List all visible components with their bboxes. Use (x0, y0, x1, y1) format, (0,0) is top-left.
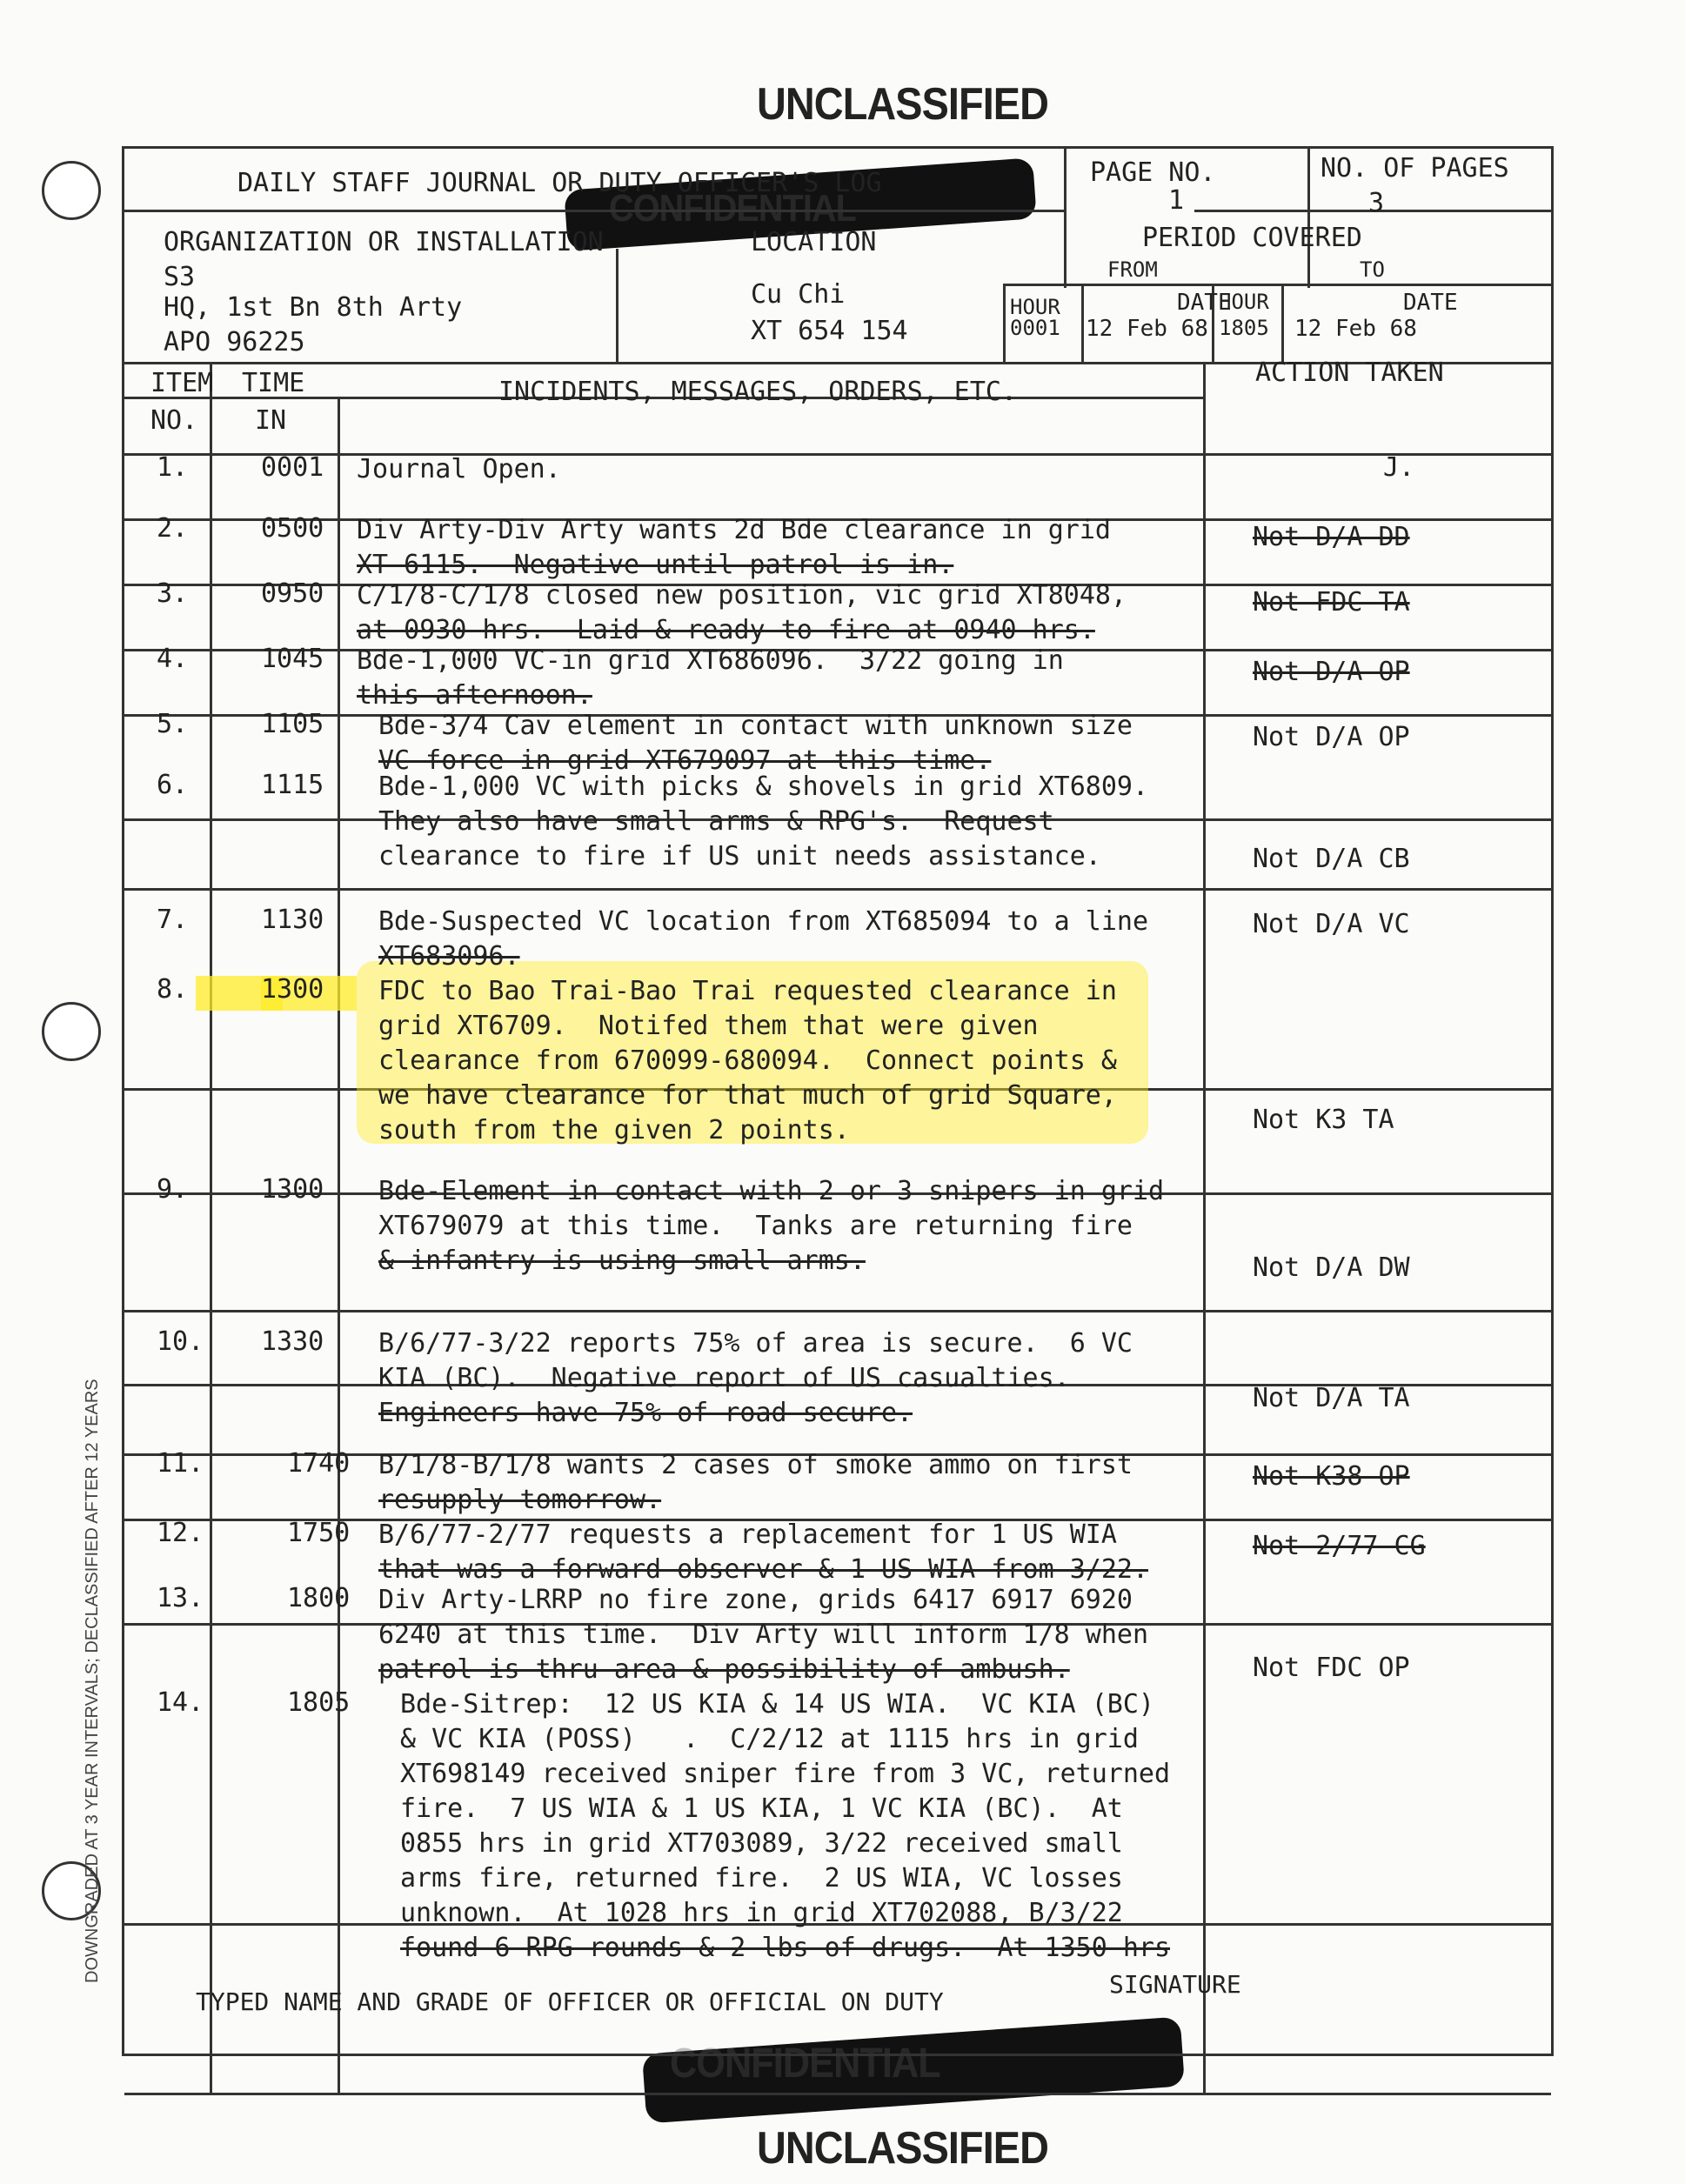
entry-number: 3. (157, 578, 189, 609)
entry-text-line: B/1/8-B/1/8 wants 2 cases of smoke ammo on first (378, 1450, 1133, 1480)
entry-number: 1. (157, 452, 189, 483)
entry-text-line: 0855 hrs in grid XT703089, 3/22 received small (400, 1828, 1123, 1859)
entry-number: 8. (157, 974, 189, 1005)
no-pages-value: 3 (1368, 188, 1385, 218)
entry-text-line: XT679079 at this time. Tanks are returning fire (378, 1211, 1133, 1241)
entry-text-line: Bde-3/4 Cav element in contact with unknown size (378, 711, 1133, 741)
col-time: TIME (242, 368, 305, 398)
entry-text-line: we have clearance for that much of grid Square, (378, 1080, 1117, 1111)
entry-time: 0950 (261, 578, 324, 609)
entry-number: 13. (157, 1583, 204, 1613)
signature-label: SIGNATURE (1109, 1970, 1241, 1999)
form-title: DAILY STAFF JOURNAL OR DUTY OFFICER'S LOG (237, 168, 882, 198)
entry-time: 1130 (261, 905, 324, 935)
entry-number: 10. (157, 1326, 204, 1357)
entry-text-line: Bde-Sitrep: 12 US KIA & 14 US WIA. VC KIA (BC) (400, 1689, 1154, 1720)
entry-action: Not D/A VC (1253, 909, 1410, 939)
entry-action: Not D/A DW (1253, 1252, 1410, 1283)
entry-text-line: found 6 RPG rounds & 2 lbs of drugs. At 1350 hrs (400, 1933, 1171, 1963)
col-action-taken: ACTION TAKEN (1255, 357, 1444, 388)
unclassified-stamp-bottom: UNCLASSIFIED (757, 2123, 1049, 2174)
entry-action: Not FDC TA (1253, 587, 1410, 618)
entry-time: 1740 (287, 1448, 351, 1479)
entry-text-line: Engineers have 75% of road secure. (378, 1398, 913, 1428)
entry-action: Not D/A CB (1253, 844, 1410, 874)
downgrade-note: DOWNGRADED AT 3 YEAR INTERVALS; DECLASSIFIED AFTER 12 YEARS (83, 1379, 102, 1983)
entry-number: 2. (157, 513, 189, 544)
entry-text-line: B/6/77-2/77 requests a replacement for 1 US WIA (378, 1519, 1117, 1550)
typed-name-label: TYPED NAME AND GRADE OF OFFICER OR OFFICIAL ON DUTY (196, 1987, 944, 2016)
entry-text-line: Div Arty-Div Arty wants 2d Bde clearance in grid (357, 515, 1111, 545)
entry-action: J. (1383, 452, 1415, 483)
col-incidents: INCIDENTS, MESSAGES, ORDERS, ETC. (498, 377, 1018, 407)
to-hour-value: 1805 (1219, 316, 1269, 340)
entry-number: 11. (157, 1448, 204, 1479)
entry-text-line: Bde-Element in contact with 2 or 3 snipers in grid (378, 1176, 1165, 1206)
entry-action: Not D/A DD (1253, 522, 1410, 552)
entry-time: 1300 (261, 974, 324, 1005)
org-line1: S3 (164, 262, 196, 292)
binder-hole-middle (42, 1002, 101, 1061)
entry-time: 1105 (261, 709, 324, 739)
location-label: LOCATION (751, 227, 877, 257)
col-no: NO. (150, 405, 198, 436)
location-line2: XT 654 154 (751, 316, 908, 346)
entry-number: 5. (157, 709, 189, 739)
entry-text-line: resupply tomorrow. (378, 1485, 662, 1515)
to-date-label: DATE (1403, 290, 1458, 316)
entry-action: Not D/A OP (1253, 657, 1410, 687)
entry-text-line: FDC to Bao Trai-Bao Trai requested clearance in (378, 976, 1117, 1006)
entry-text-line: Div Arty-LRRP no fire zone, grids 6417 6917 6920 (378, 1585, 1133, 1615)
col-in: IN (255, 405, 287, 436)
entry-text-line: that was a forward observer & 1 US WIA from 3/22. (378, 1554, 1149, 1585)
entry-time: 1805 (287, 1687, 351, 1718)
entry-number: 6. (157, 770, 189, 800)
entry-action: Not K38 OP (1253, 1461, 1410, 1492)
entry-text-line: south from the given 2 points. (378, 1115, 850, 1145)
entry-action: Not 2/77 CG (1253, 1531, 1426, 1561)
no-pages-label: NO. OF PAGES (1321, 153, 1509, 184)
entry-action: Not D/A TA (1253, 1383, 1410, 1413)
entry-text-line: VC force in grid XT679097 at this time. (378, 745, 992, 776)
entry-text-line: B/6/77-3/22 reports 75% of area is secure. 6 VC (378, 1328, 1133, 1359)
entry-text-line: & infantry is using small arms. (378, 1246, 866, 1276)
entry-action: Not FDC OP (1253, 1653, 1410, 1683)
entry-number: 14. (157, 1687, 204, 1718)
entry-text-line: fire. 7 US WIA & 1 US KIA, 1 VC KIA (BC). At (400, 1793, 1123, 1824)
confidential-stamp-bottom: CONFIDENTIAL (670, 2040, 940, 2087)
org-label: ORGANIZATION OR INSTALLATION (164, 227, 604, 257)
entry-number: 4. (157, 644, 189, 674)
entry-time: 1330 (261, 1326, 324, 1357)
entry-time: 0001 (261, 452, 324, 483)
entry-text-line: unknown. At 1028 hrs in grid XT702088, B/3/22 (400, 1898, 1123, 1928)
from-hour-label: HOUR (1010, 295, 1060, 319)
entry-number: 12. (157, 1518, 204, 1548)
org-line3: APO 96225 (164, 327, 305, 357)
entry-text-line: XT698149 received sniper fire from 3 VC, returned (400, 1759, 1171, 1789)
entry-text-line: clearance from 670099-680094. Connect points & (378, 1045, 1117, 1076)
entry-time: 1750 (287, 1518, 351, 1548)
entry-time: 1800 (287, 1583, 351, 1613)
entry-action: Not K3 TA (1253, 1105, 1394, 1135)
from-label: FROM (1107, 257, 1158, 282)
entry-text-line: grid XT6709. Notifed them that were given (378, 1011, 1039, 1041)
from-date-label: DATE (1177, 290, 1232, 316)
from-date-value: 12 Feb 68 (1086, 316, 1208, 342)
entry-text-line: Journal Open. (357, 454, 561, 484)
entry-text-line: patrol is thru area & possibility of ambush. (378, 1654, 1070, 1685)
page-no-label: PAGE NO. (1090, 157, 1216, 188)
to-label: TO (1360, 257, 1385, 282)
entry-time: 1300 (261, 1174, 324, 1205)
entry-text-line: XT683096. (378, 941, 520, 972)
entry-text-line: & VC KIA (POSS) . C/2/12 at 1115 hrs in grid (400, 1724, 1139, 1754)
period-label: PERIOD COVERED (1142, 223, 1362, 253)
entry-text-line: this afternoon. (357, 680, 592, 711)
binder-hole-top (42, 161, 101, 220)
entry-text-line: KIA (BC). Negative report of US casualties. (378, 1363, 1070, 1393)
from-hour-value: 0001 (1010, 316, 1060, 340)
to-date-value: 12 Feb 68 (1294, 316, 1417, 342)
to-hour-label: HOUR (1219, 290, 1269, 314)
entry-text-line: XT 6115. Negative until patrol is in. (357, 550, 954, 580)
entry-time: 0500 (261, 513, 324, 544)
page-no-value: 1 (1168, 185, 1185, 216)
entry-text-line: arms fire, returned fire. 2 US WIA, VC losses (400, 1863, 1123, 1893)
entry-number: 9. (157, 1174, 189, 1205)
confidential-stamp-top: CONFIDENTIAL (609, 187, 856, 230)
entry-text-line: Bde-1,000 VC with picks & shovels in grid XT6809. (378, 771, 1149, 802)
entry-text-line: C/1/8-C/1/8 closed new position, vic grid XT8048, (357, 580, 1127, 611)
entry-text-line: They also have small arms & RPG's. Request (378, 806, 1054, 837)
entry-time: 1115 (261, 770, 324, 800)
entry-text-line: Bde-Suspected VC location from XT685094 to a line (378, 906, 1149, 937)
col-item: ITEM (150, 368, 214, 398)
entry-text-line: clearance to fire if US unit needs assistance. (378, 841, 1101, 872)
entry-number: 7. (157, 905, 189, 935)
org-line2: HQ, 1st Bn 8th Arty (164, 292, 463, 323)
entry-time: 1045 (261, 644, 324, 674)
entry-text-line: Bde-1,000 VC-in grid XT686096. 3/22 going in (357, 645, 1064, 676)
location-line1: Cu Chi (751, 279, 846, 310)
unclassified-stamp-top: UNCLASSIFIED (757, 79, 1049, 130)
entry-text-line: 6240 at this time. Div Arty will inform 1/8 when (378, 1620, 1149, 1650)
entry-text-line: at 0930 hrs. Laid & ready to fire at 0940 hrs. (357, 615, 1095, 645)
entry-action: Not D/A OP (1253, 722, 1410, 752)
